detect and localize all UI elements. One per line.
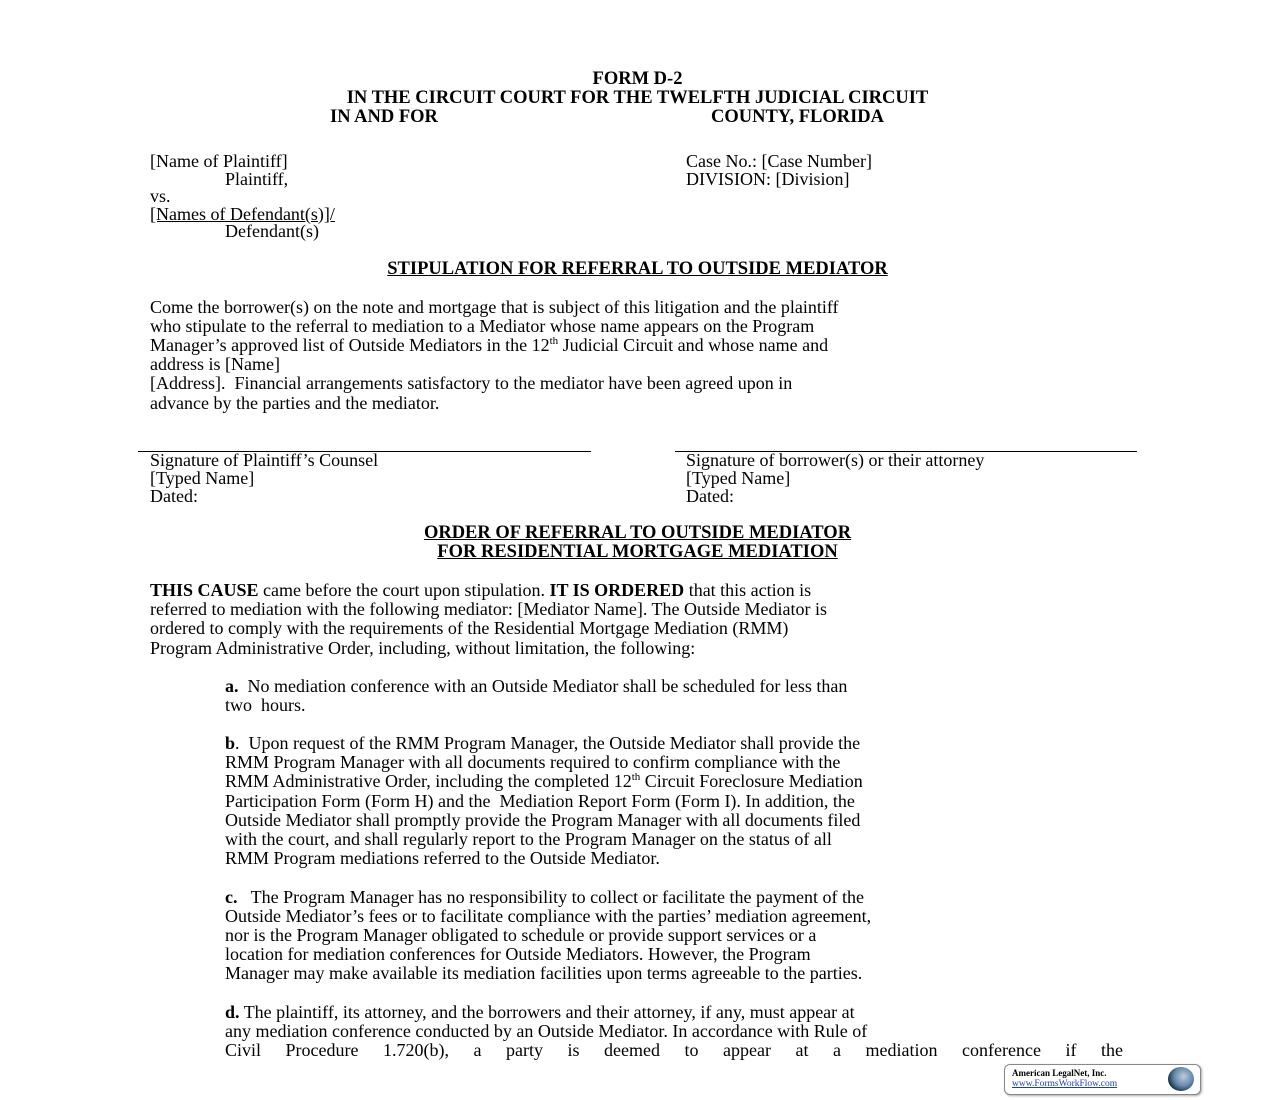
- item-d-line: [225, 1002, 855, 1022]
- plaintiff-name: [Name of Plaintiff]: [150, 151, 288, 171]
- case-number: Case No.: [Case Number]: [686, 151, 872, 171]
- text: The Program Manager has no responsibility to collect or facilitate the payment of the: [237, 887, 864, 907]
- item-label: d.: [225, 1002, 240, 1022]
- order-line: referred to mediation with the following mediator: [Mediator Name]. The Outside Mediator is: [150, 599, 827, 619]
- item-d-line: any mediation conference conducted by an Outside Mediator. In accordance with Rule of: [225, 1021, 868, 1041]
- text: IT IS ORDERED: [549, 580, 685, 600]
- stipulation-line: advance by the parties and the mediator.: [150, 393, 440, 413]
- order-line: ordered to comply with the requirements of the Residential Mortgage Mediation (RMM): [150, 618, 789, 638]
- item-c-line: Outside Mediator’s fees or to facilitate compliance with the parties’ mediation agreement,: [225, 906, 872, 926]
- text: Judicial Circuit and whose name and: [558, 335, 829, 355]
- court-name: IN THE CIRCUIT COURT FOR THE TWELFTH JUDICIAL CIRCUIT: [346, 88, 929, 108]
- plaintiff-label: Plaintiff,: [225, 169, 289, 189]
- american-legalnet-logo[interactable]: [1004, 1064, 1201, 1095]
- in-and-for: IN AND FOR: [330, 107, 438, 127]
- item-b-line: Outside Mediator shall promptly provide the Program Manager with all documents filed: [225, 810, 861, 830]
- item-b-line: [225, 771, 863, 791]
- plaintiff-dated: Dated:: [150, 486, 198, 506]
- superscript: th: [549, 335, 559, 347]
- county: COUNTY, FLORIDA: [711, 107, 885, 127]
- item-b-line: Participation Form (Form H) and the Mediation Report Form (Form I). In addition, the: [225, 791, 855, 811]
- item-d-line: Civil Procedure 1.720(b), a party is deemed to appear at a mediation conference if the: [225, 1040, 1123, 1060]
- stipulation-line: who stipulate to the referral to mediation to a Mediator whose name appears on the Program: [150, 316, 815, 336]
- stipulation-line: Come the borrower(s) on the note and mortgage that is subject of this litigation and the plaintiff: [150, 297, 839, 317]
- text: No mediation conference with an Outside Mediator shall be scheduled for less than: [238, 676, 848, 696]
- item-a-line: [225, 676, 847, 696]
- item-b-line: RMM Program mediations referred to the Outside Mediator.: [225, 848, 660, 868]
- text: came before the court upon stipulation.: [258, 580, 550, 600]
- item-b-line: RMM Program Manager with all documents required to confirm compliance with the: [225, 752, 841, 772]
- stipulation-line: [Address]. Financial arrangements satisfactory to the mediator have been agreed upon in: [150, 373, 793, 393]
- item-c-line: Manager may make available its mediation facilities upon terms agreeable to the parties.: [225, 963, 863, 983]
- plaintiff-signature-label: Signature of Plaintiff’s Counsel: [150, 450, 379, 470]
- defendant-name: [Names of Defendant(s)]/: [150, 204, 335, 224]
- logo-company: American LegalNet, Inc.: [1012, 1068, 1107, 1078]
- item-b-line: [225, 733, 860, 753]
- order-subtitle: FOR RESIDENTIAL MORTGAGE MEDIATION: [437, 542, 838, 562]
- order-line: Program Administrative Order, including, without limitation, the following:: [150, 638, 696, 658]
- text: Circuit Foreclosure Mediation: [640, 771, 863, 791]
- text: . Upon request of the RMM Program Manager, the Outside Mediator shall provide the: [235, 733, 861, 753]
- text: that this action is: [684, 580, 812, 600]
- order-line: [150, 580, 811, 600]
- borrower-dated: Dated:: [686, 486, 734, 506]
- item-c-line: location for mediation conferences for Outside Mediators. However, the Program: [225, 944, 811, 964]
- defendant-label: Defendant(s): [225, 221, 319, 241]
- item-a-line: two hours.: [225, 695, 306, 715]
- superscript: th: [631, 771, 641, 783]
- stipulation-line: address is [Name]: [150, 354, 280, 374]
- borrower-typed-name: [Typed Name]: [686, 468, 791, 488]
- stipulation-title: STIPULATION FOR REFERRAL TO OUTSIDE MEDIATOR: [387, 259, 888, 279]
- vs: vs.: [150, 186, 171, 206]
- logo-url-link[interactable]: www.FormsWorkFlow.com: [1012, 1079, 1118, 1089]
- form-number: FORM D-2: [592, 69, 683, 89]
- stipulation-line: [150, 335, 828, 355]
- globe-icon: [1168, 1067, 1194, 1091]
- item-c-line: [225, 887, 864, 907]
- text: THIS CAUSE: [150, 580, 259, 600]
- borrower-signature-label: Signature of borrower(s) or their attorney: [686, 450, 985, 470]
- item-label: b: [225, 733, 236, 753]
- text: RMM Administrative Order, including the completed 12: [225, 771, 632, 791]
- item-c-line: nor is the Program Manager obligated to schedule or provide support services or a: [225, 925, 817, 945]
- plaintiff-typed-name: [Typed Name]: [150, 468, 255, 488]
- item-label: a.: [225, 676, 239, 696]
- item-label: c.: [225, 887, 238, 907]
- item-b-line: with the court, and shall regularly report to the Program Manager on the status of all: [225, 829, 832, 849]
- text: The plaintiff, its attorney, and the borrowers and their attorney, if any, must appear at: [239, 1002, 855, 1022]
- division: DIVISION: [Division]: [686, 169, 850, 189]
- order-title: ORDER OF REFERRAL TO OUTSIDE MEDIATOR: [423, 523, 852, 543]
- text: Manager’s approved list of Outside Mediators in the 12: [150, 335, 550, 355]
